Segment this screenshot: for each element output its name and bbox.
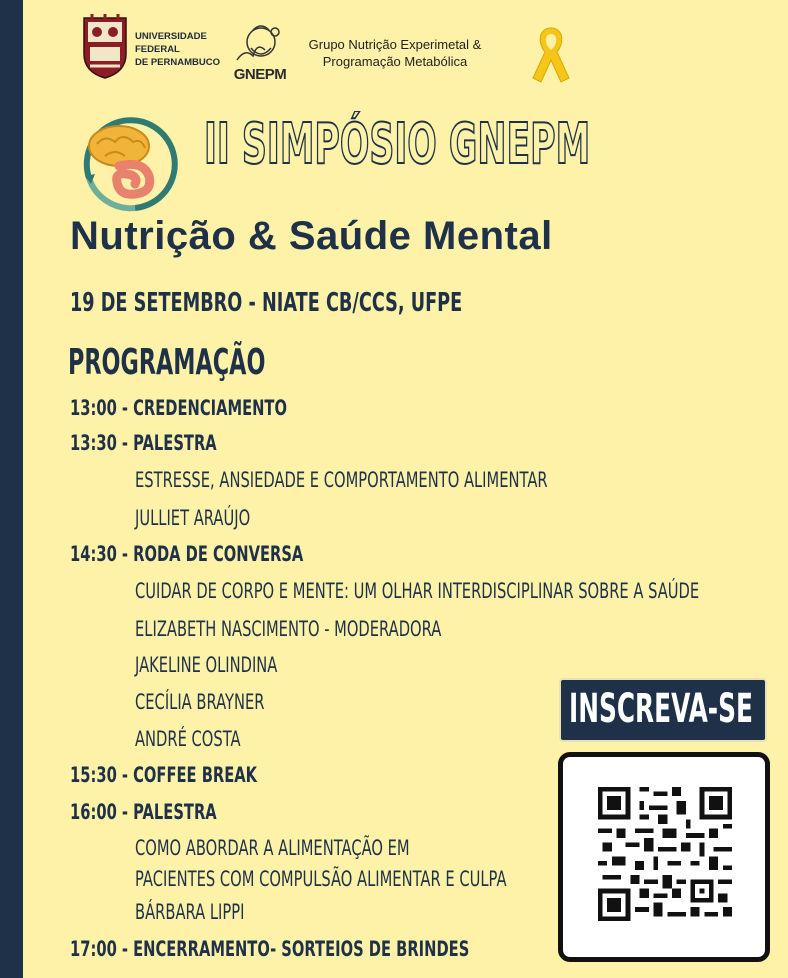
program-detail: JAKELINE OLINDINA	[135, 653, 278, 677]
program-time-slot: 16:00 - PALESTRA	[70, 800, 217, 824]
register-button-label: INSCREVA-SE	[569, 686, 753, 732]
ufpe-name-line: FEDERAL	[135, 44, 180, 55]
ufpe-name	[135, 30, 220, 69]
program-time-slot: 17:00 - ENCERRAMENTO- SORTEIOS DE BRINDES	[70, 937, 470, 961]
ufpe-name-line: DE PERNAMBUCO	[135, 57, 220, 68]
program-detail: BÁRBARA LIPPI	[135, 900, 245, 924]
event-subtitle: Nutrição & Saúde Mental	[70, 214, 553, 258]
awareness-ribbon-icon	[529, 24, 573, 84]
program-detail: CECÍLIA BRAYNER	[135, 690, 265, 714]
group-name-line: Programação Metabólica	[322, 54, 468, 69]
ufpe-crest-icon	[80, 14, 130, 80]
gnepm-logo-text: GNEPM	[233, 66, 287, 83]
program-detail: CUIDAR DE CORPO E MENTE: UM OLHAR INTERDISCIPLINAR SOBRE A SAÚDE	[135, 579, 700, 603]
program-detail: PACIENTES COM COMPULSÃO ALIMENTAR E CULPA	[135, 867, 507, 891]
qr-code-frame[interactable]	[558, 752, 770, 962]
qr-code-icon[interactable]	[598, 787, 732, 921]
event-title: II SIMPÓSIO GNEPM	[204, 112, 591, 177]
event-date-location: 19 DE SETEMBRO - NIATE CB/CCS, UFPE	[70, 288, 463, 318]
header	[80, 14, 600, 84]
left-accent-bar	[0, 0, 23, 978]
research-group-name	[290, 36, 500, 70]
program-heading: PROGRAMAÇÃO	[68, 342, 266, 383]
program-time-slot: 14:30 - RODA DE CONVERSA	[70, 542, 304, 566]
ufpe-name-line: UNIVERSIDADE	[135, 31, 207, 42]
program-detail: ESTRESSE, ANSIEDADE E COMPORTAMENTO ALIMENTAR	[135, 468, 548, 492]
group-name-line: Grupo Nutrição Experimetal &	[308, 37, 482, 52]
program-detail: ELIZABETH NASCIMENTO - MODERADORA	[135, 617, 442, 641]
program-detail: COMO ABORDAR A ALIMENTAÇÃO EM	[135, 836, 410, 860]
program-detail: ANDRÉ COSTA	[135, 727, 241, 751]
register-button[interactable]	[559, 678, 767, 742]
brain-gut-icon	[75, 116, 183, 212]
program-time-slot: 13:00 - CREDENCIAMENTO	[70, 396, 287, 420]
program-time-slot: 13:30 - PALESTRA	[70, 431, 217, 455]
gnepm-logo-icon	[227, 20, 293, 84]
program-detail: JULLIET ARAÚJO	[135, 506, 251, 530]
program-time-slot: 15:30 - COFFEE BREAK	[70, 763, 258, 787]
